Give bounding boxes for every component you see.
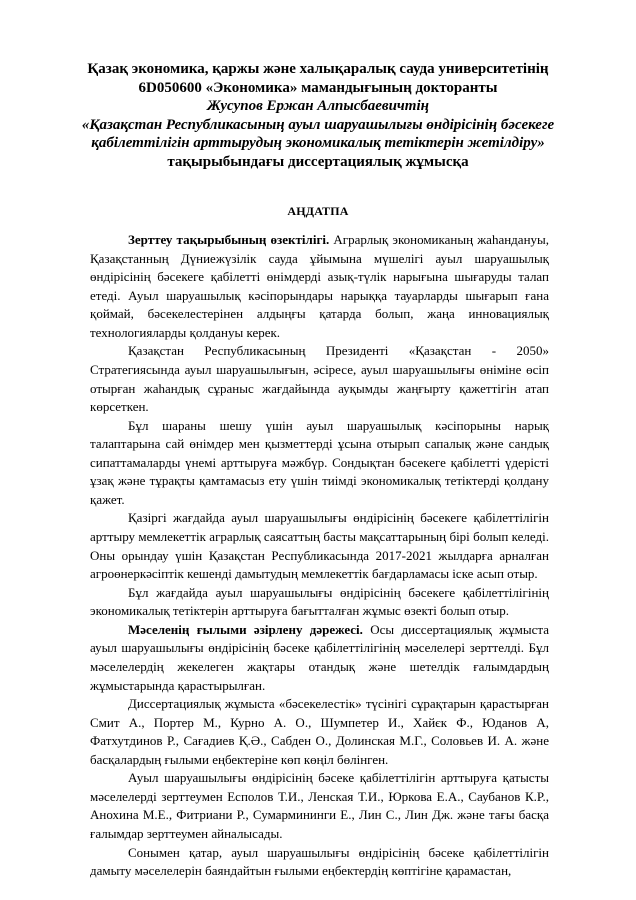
- paragraph: [90, 509, 549, 583]
- paragraph-text: Ауыл шаруашылығы өндірісінің бәсеке қабілеттілігін арттыруға қатысты мәселелерді зерттеумен Есполов Т.И., Ленская Т.И., Юркова Е.А., Саубанов К.Р., Анохина М.Е., Фитриани Р., Сумармининги Е., Лин С., Лин Дж. және тағы басқа ғалымдар зерттеумен айналысады.: [90, 770, 549, 841]
- paragraph: [90, 695, 549, 769]
- paragraph-text: Қазақстан Республикасының Президенті «Қазақстан - 2050» Стратегиясында ауыл шаруашылығын, әсіресе, ауыл шаруашылығы өніміне өсіп отырған жаһандық сұраныс жағдайында ауқымды жаңғырту қажеттігін атап көрсеткен.: [90, 343, 549, 415]
- document-header: [80, 60, 556, 171]
- paragraph: [90, 769, 549, 843]
- paragraph-text: Диссертациялық жұмыста «бәсекелестік» түсінігі сұрақтарын қарастырған Смит А., Портер М., Курно А. О., Шумпетер И., Хайєк Ф., Юданов А, Фатхутдинов Р., Сағадиев Қ.Ә., Сабден О., Долинская М.Г., Соловьев И. А. және басқалардың ғылыми еңбектеріне көп көңіл бөлінген.: [90, 696, 549, 767]
- abstract-title: АҢДАТПА: [287, 204, 349, 218]
- paragraph-text: Қазіргі жағдайда ауыл шаруашылығы өндірісінің бәсекеге қабілеттілігін арттыру мемлекеттік аграрлық саясаттың басты мақсаттарының бірі болып келеді. Оны орындау үшін Қазақстан Республикасында 2017-2021 жылдарға арналған агроөнеркәсіптік кешенді дамытудың мемлекеттік бағдарламасы іске асып отыр.: [90, 510, 549, 582]
- paragraph: [90, 342, 549, 416]
- header-topic-line-1: «Қазақстан Республикасының ауыл шаруашылығы өндірісінің бәсекеге: [81, 116, 555, 133]
- paragraph: [90, 621, 549, 695]
- paragraph-lead: Мәселенің ғылыми әзірлену дәрежесі.: [128, 621, 363, 637]
- header-specialty: 6D050600 «Экономика» мамандығының докторанты: [138, 79, 498, 96]
- paragraph-text: Аграрлық экономиканың жаһандануы, Қазақстанның Дүниежүзілік сауда ұйымына мүшелігі ауыл шаруашылық өндірісінің бәсекеге қабілетті өнімдерді азық-түлік нарығына шығаруды талап етеді. Ауыл шаруашылық кәсіпорындары нарыққа тауарларды шығарып ғана қоймай, бәсекелестерінен алдыңғы қатарда болып, жаңа инновациялық технологияларды қолдануы керек.: [90, 232, 550, 340]
- paragraph-text: Сонымен қатар, ауыл шаруашылығы өндірісінің бәсеке қабілеттілігін дамыту мәселелерін баяндайтын ғылыми еңбектердің көптігіне қарамастан,: [90, 844, 549, 879]
- header-work-type: тақырыбындағы диссертациялық жұмысқа: [167, 153, 469, 170]
- header-university: Қазақ экономика, қаржы және халықаралық сауда университетінің: [87, 61, 549, 77]
- paragraph-text: Бұл шараны шешу үшін ауыл шаруашылық кәсіпорыны нарық талаптарына сай өнімдер мен қызметтерді ұсына отырып сапалық және сандық сипаттамаларды үнемі арттыруға мәжбүр. Сондықтан бәсекеге қабілетті үдерісті ұзақ және тұрақты қамтамасыз ету үшін тиімді экономикалық тетіктерді қолдану қажет.: [90, 417, 549, 507]
- paragraph-text: Осы диссертациялық жұмыста ауыл шаруашылығы өндірісінің бәсеке қабілеттілігінің мәселелері зерттелді. Бұл мәселелердің жекелеген жақтары отандық және шетелдік ғалымдардың жұмыстарында қарастырылған.: [90, 621, 550, 693]
- paragraph: [90, 844, 549, 881]
- paragraph: [90, 584, 549, 621]
- header-topic-line-2: қабілеттілігін арттырудың экономикалық тетіктерін жетілдіру»: [91, 135, 545, 151]
- paragraph: [90, 417, 549, 510]
- abstract-body: [90, 231, 549, 881]
- header-author: Жусупов Ержан Алпысбаевичтің: [207, 98, 429, 114]
- paragraph-lead: Зерттеу тақырыбының өзектілігі.: [128, 232, 330, 247]
- paragraph-text: Бұл жағдайда ауыл шаруашылығы өндірісінің бәсекеге қабілеттілігінің экономикалық тетіктерін арттыруға бағытталған жұмыс өзекті болып отыр.: [90, 584, 549, 619]
- paragraph: [90, 231, 549, 342]
